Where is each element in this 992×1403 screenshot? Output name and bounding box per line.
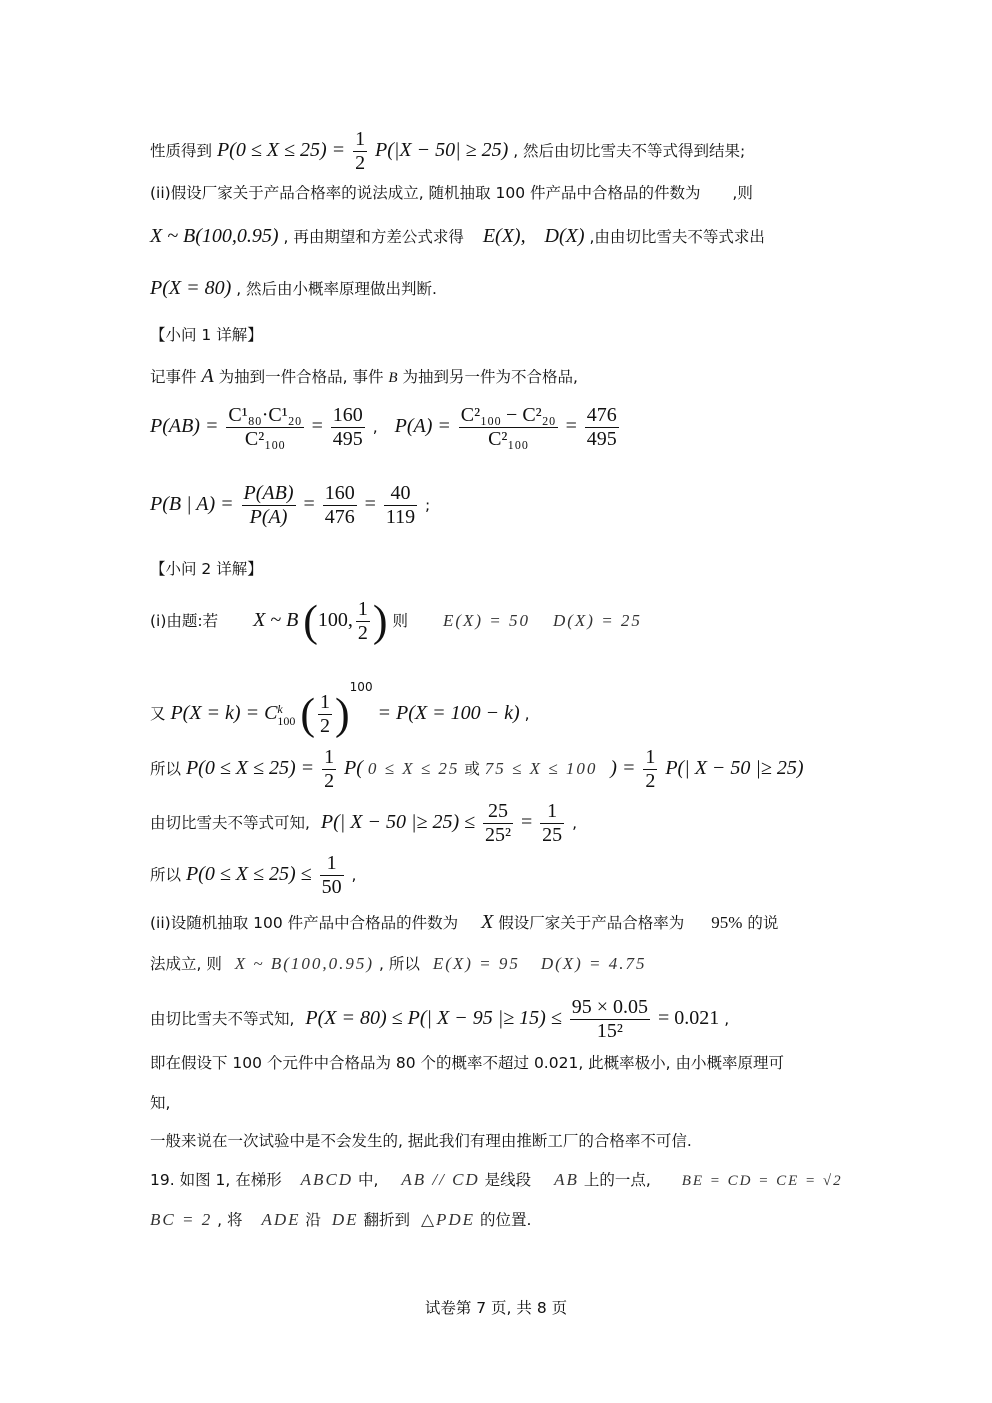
text: ,由由切比雪夫不等式求出 (589, 228, 765, 246)
line-7 (150, 482, 430, 529)
text: (ii)假设厂家关于产品合格率的说法成立, 随机抽取 100 件产品中合格品的件数为 (150, 184, 701, 202)
formula: P(X = 80) (150, 277, 232, 299)
text: 的说 (747, 914, 779, 932)
text: 假设厂家关于产品合格率为 (498, 914, 685, 932)
line-16: 即在假设下 100 个元件中合格品为 80 个的概率不超过 0.021, 此概率极小, 由小概率原理可 (150, 1054, 785, 1072)
formula: D(X) (544, 225, 585, 247)
formula: X (481, 911, 494, 933)
line-18: 一般来说在一次试验中是不会发生的, 据此我们有理由推断工厂的合格率不可信. (150, 1132, 692, 1150)
formula: ) = (610, 757, 636, 779)
formula: X ~ B(100,0.95) (150, 225, 279, 247)
fraction: $\frac{1}{50}$ (321, 852, 342, 898)
formula: D(X) = 4.75 (540, 954, 647, 973)
text: 19. 如图 1, 在梯形 (150, 1171, 282, 1189)
line-6 (150, 404, 622, 451)
formula: P(0 ≤ X ≤ 25) ≤ (185, 863, 312, 885)
formula: X ~ B (253, 609, 299, 631)
line-8 (150, 598, 642, 645)
formula: D(X) = 25 (552, 611, 642, 630)
fraction-half: $\frac{1}{2}$ (645, 746, 656, 792)
fraction: $\frac{P(AB)}{P(A)}$ (243, 482, 294, 528)
formula: P(A) = (394, 415, 451, 437)
text: 则 (392, 612, 409, 630)
text: 中, (358, 1171, 379, 1189)
line-3 (150, 224, 765, 248)
formula: E(X), (482, 225, 526, 247)
formula: △PDE (420, 1210, 476, 1229)
formula: BC = 2 (150, 1210, 213, 1229)
punct: ; (425, 496, 431, 514)
text: , 再由期望和方差公式求得 (283, 228, 464, 246)
equals: = (311, 415, 323, 437)
line-15 (150, 996, 729, 1043)
paren: ( (303, 596, 318, 646)
formula: 100, (317, 609, 353, 631)
heading-q1: 【小问 1 详解】 (150, 326, 263, 344)
text: 为抽到一件合格品, 事件 (218, 368, 384, 386)
text: 性质得到 (150, 142, 213, 160)
line-20 (150, 1210, 531, 1230)
text: 是线段 (484, 1171, 532, 1189)
text: 沿 (305, 1211, 321, 1229)
formula: 95% (711, 913, 743, 932)
text: 的位置. (480, 1211, 532, 1229)
text: , 然后由小概率原理做出判断. (236, 280, 437, 298)
text: 所以 (150, 866, 182, 884)
line-1 (150, 128, 745, 175)
equals: = (364, 493, 376, 515)
heading-q2: 【小问 2 详解】 (150, 560, 263, 578)
text: , 将 (217, 1211, 243, 1229)
text: 又 (150, 705, 166, 723)
line-5 (150, 364, 578, 388)
fraction-half: $\frac{1}{2}$ (357, 598, 368, 644)
text: 上的一点, (583, 1171, 651, 1189)
formula: = P(X = 100 − k) (377, 702, 520, 724)
text: 由切比雪夫不等式可知, (150, 814, 310, 832)
fraction-half: $\frac{1}{2}$ (320, 691, 331, 737)
equals: = (520, 811, 533, 833)
text: (ii)设随机抽取 100 件产品中合格品的件数为 (150, 914, 459, 932)
fraction: $\frac{25}{\text{25²}}$ (485, 800, 512, 846)
formula: AB // CD (401, 1170, 480, 1189)
formula: P(X = 80) ≤ P(| X − 95 |≥ 15) ≤ (305, 1007, 562, 1029)
text: 或 (464, 760, 480, 778)
text: (i)由题:若 (150, 612, 219, 630)
equals: = (303, 493, 315, 515)
line-14 (150, 954, 647, 974)
text: , 所以 (379, 955, 420, 973)
fraction: $\frac{160}{476}$ (324, 482, 355, 528)
formula: BE = CD = CE = √2 (681, 1173, 843, 1189)
paren: ) (335, 689, 350, 739)
page-footer: 试卷第 7 页, 共 8 页 (424, 1299, 568, 1317)
fraction: $\frac{40}{119}$ (385, 482, 416, 528)
text: ,则 (732, 184, 753, 202)
formula: P( (344, 757, 363, 779)
formula: P(0 ≤ X ≤ 25) = (216, 139, 346, 161)
formula: P(|X − 50| ≥ 25) (375, 139, 509, 161)
paren: ) (372, 596, 388, 646)
text: 所以 (150, 760, 182, 778)
formula: P(X = k) = C (170, 702, 278, 724)
fraction-half: $\frac{1}{2}$ (324, 746, 335, 792)
line-13 (150, 910, 778, 934)
paren: ( (300, 689, 316, 739)
line-17: 知, (150, 1094, 171, 1112)
formula: ADE (261, 1210, 301, 1229)
exponent: 100 (349, 680, 373, 694)
line-19 (150, 1170, 843, 1190)
fraction: $\frac{\text{C²₁₀₀ − C²₂₀}}{\text{C²₁₀₀}}$ (460, 404, 556, 450)
text: 翻折到 (363, 1211, 410, 1229)
formula: DE (331, 1210, 359, 1229)
line-10 (150, 746, 804, 793)
line-4 (150, 276, 437, 300)
comb-index: k 100 (277, 701, 296, 728)
formula: AB (554, 1170, 579, 1189)
line-11 (150, 800, 577, 847)
formula: B (388, 370, 398, 386)
formula: 0 ≤ X ≤ 25 (367, 759, 460, 778)
text: 由切比雪夫不等式知, (150, 1010, 295, 1028)
fraction: $\frac{95 \times 0.05}{\text{15²}}$ (571, 996, 649, 1042)
formula: ABCD (300, 1170, 354, 1189)
text: 为抽到另一件为不合格品, (402, 368, 578, 386)
formula: P(| X − 50 |≥ 25) (665, 757, 804, 779)
formula: E(X) = 50 (442, 611, 531, 630)
formula: 75 ≤ X ≤ 100 (484, 759, 598, 778)
punct: , (572, 814, 578, 832)
formula: P(| X − 50 |≥ 25) ≤ (320, 811, 476, 833)
line-9 (150, 680, 530, 738)
equals: = (565, 415, 577, 437)
formula: E(X) = 95 (432, 954, 520, 973)
text: 记事件 (150, 368, 197, 386)
formula: = 0.021 (657, 1007, 720, 1029)
line-2 (150, 184, 753, 203)
formula: A (201, 365, 214, 387)
punct: , (724, 1010, 730, 1028)
separator: , (372, 418, 378, 436)
formula: P(0 ≤ X ≤ 25) = (185, 757, 315, 779)
line-12 (150, 852, 356, 899)
fraction: $\frac{\text{C¹₈₀·C¹₂₀}}{\text{C²₁₀₀}}$ (228, 404, 302, 450)
fraction: $\frac{476}{495}$ (586, 404, 617, 450)
fraction: $\frac{160}{495}$ (332, 404, 363, 450)
formula: X ~ B(100,0.95) (234, 954, 375, 973)
fraction-half: $\frac{1}{2}$ (355, 128, 366, 174)
punct: , (524, 705, 530, 723)
formula: P(B | A) = (150, 493, 234, 515)
formula: P(AB) = (150, 415, 219, 437)
text: , 然后由切比雪夫不等式得到结果; (513, 142, 746, 160)
text: 法成立, 则 (150, 955, 222, 973)
punct: , (351, 866, 357, 884)
fraction: $\frac{1}{25}$ (542, 800, 563, 846)
